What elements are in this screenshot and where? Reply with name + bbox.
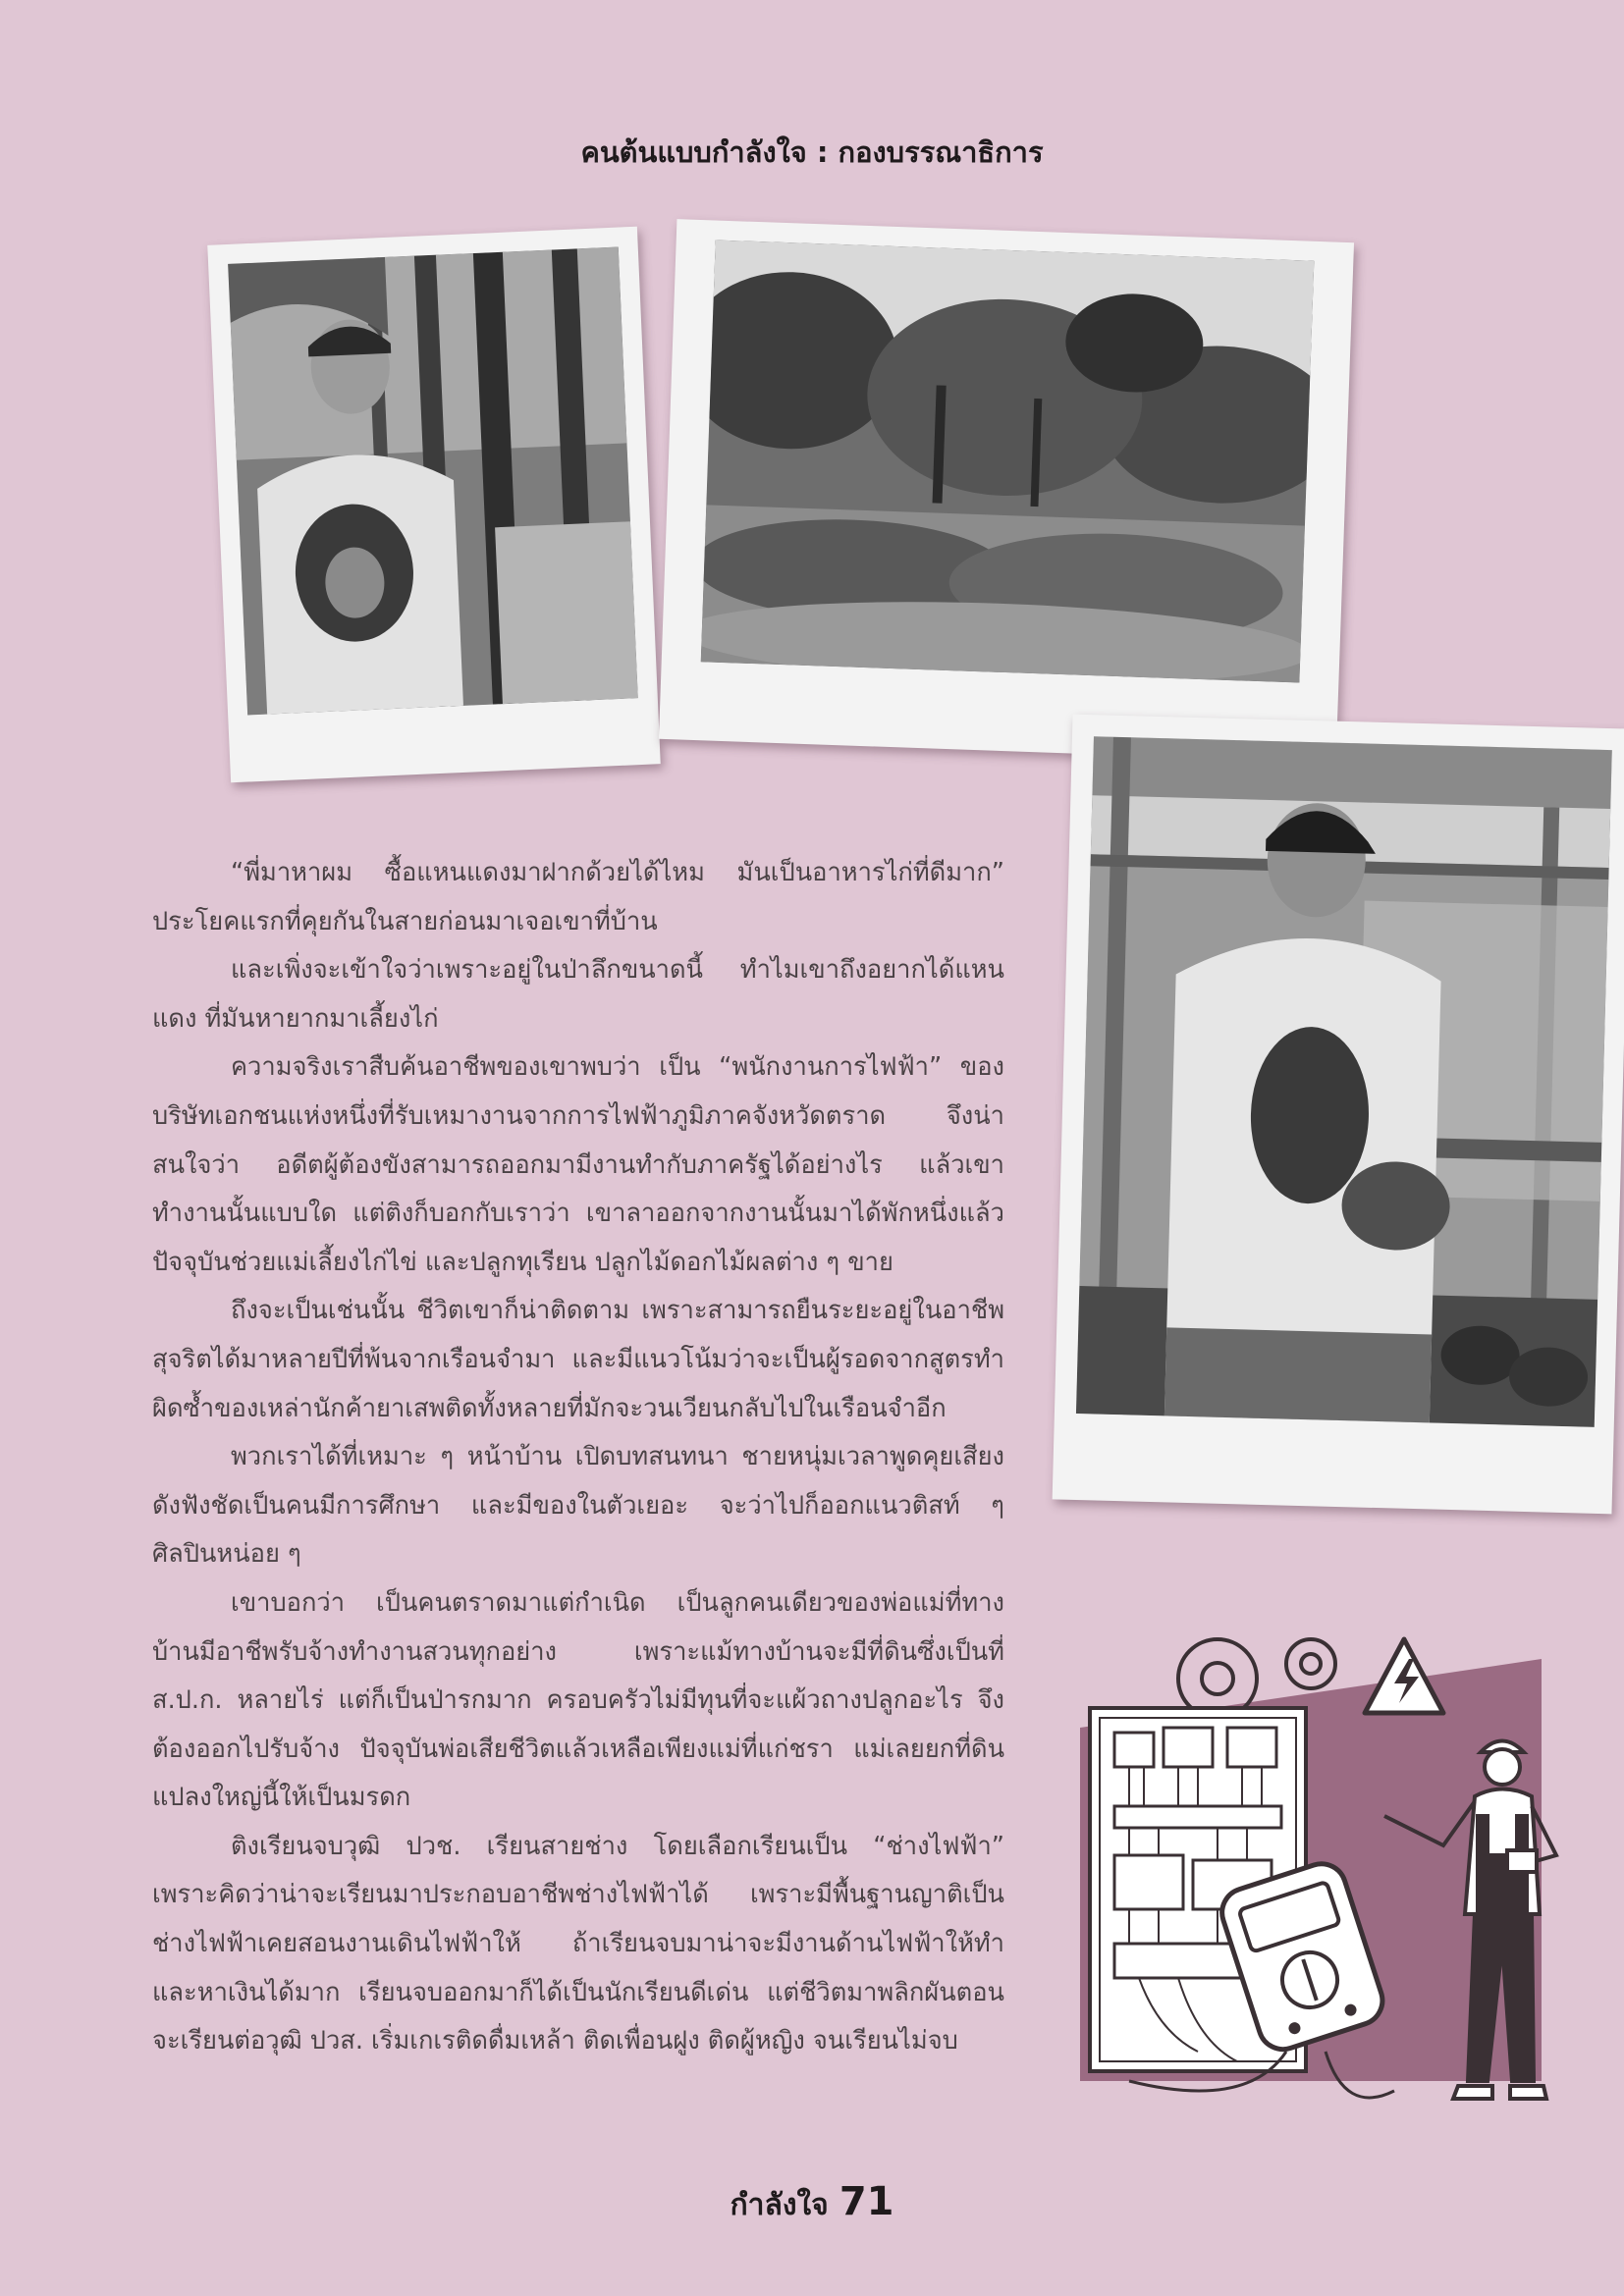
portrait-photo-icon — [228, 247, 638, 716]
article-paragraph: ถึงจะเป็นเช่นนั้น ชีวิตเขาก็น่าติดตาม เพราะสามารถยืนระยะอยู่ในอาชีพสุจริตได้มาหลายปีที่พ้นจากเรือนจำมา และมีแนวโน้มว่าจะเป็นผู้รอดจากสูตรทำผิดซ้ำของเหล่านักค้ายาเสพติดทั้งหลายที่มักจะวนเวียนกลับไปในเรือนจำอีก — [152, 1296, 1004, 1423]
photo-frame-garden — [659, 219, 1354, 763]
article-paragraph: เขาบอกว่า เป็นคนตราดมาแต่กำเนิด เป็นลูกคนเดียวของพ่อแม่ที่ทางบ้านมีอาชีพรับจ้างทำงานสวนทุกอย่าง เพราะแม้ทางบ้านจะมีที่ดินซึ่งเป็นที่ ส.ป.ก. หลายไร่ แต่ก็เป็นป่ารกมาก ครอบครัวไม่มีทุนที่จะแผ้วถางปลูกอะไร จึงต้องออกไปรับจ้าง ปัจจุบันพ่อเสียชีวิตแล้วเหลือเพียงแม่ที่แก่ชรา แม่เลยยกที่ดินแปลงใหญ่นี้ให้เป็นมรดก — [152, 1587, 1004, 1813]
article-paragraph: และเพิ่งจะเข้าใจว่าเพราะอยู่ในป่าลึกขนาดนี้ ทำไมเขาถึงอยากได้แหนแดง ที่มันหายากมาเลี้ยงไก่ — [152, 955, 1004, 1034]
page-footer — [0, 2179, 1624, 2228]
article-body — [152, 849, 1004, 2066]
article-paragraph: “พี่มาหาผม ซื้อแหนแดงมาฝากด้วยได้ไหม มันเป็นอาหารไก่ที่ดีมาก” ประโยคแรกที่คุยกันในสายก่อนมาเจอเขาที่บ้าน — [152, 858, 1004, 936]
page-header-title: คนต้นแบบกำลังใจ : กองบรรณาธิการ — [580, 135, 1044, 169]
magazine-name: กำลังใจ — [730, 2188, 829, 2222]
article-paragraph: พวกเราได้ที่เหมาะ ๆ หน้าบ้าน เปิดบทสนทนา ชายหนุ่มเวลาพูดคุยเสียงดังฟังชัดเป็นคนมีการศึกษา และมีของในตัวเยอะ จะว่าไปก็ออกแนวติสท์ ๆ ศิลปินหน่อย ๆ — [152, 1442, 1004, 1570]
article-paragraph: ความจริงเราสืบค้นอาชีพของเขาพบว่า เป็น “พนักงานการไฟฟ้า” ของบริษัทเอกชนแห่งหนึ่งที่รับเหมางานจากการไฟฟ้าภูมิภาคจังหวัดตราด จึงน่าสนใจว่า อดีตผู้ต้องขังสามารถออกมามีงานทำกับภาครัฐได้อย่างไร แล้วเขาทำงานนั้นแบบใด แต่ติงก็บอกกับเราว่า เขาลาออกจากงานนั้นมาได้พักหนึ่งแล้ว ปัจจุบันช่วยแม่เลี้ยงไก่ไข่ และปลูกทุเรียน ปลูกไม้ดอกไม้ผลต่าง ๆ ขาย — [152, 1052, 1004, 1277]
electrician-control-panel-illustration — [1070, 1620, 1600, 2130]
photo-frame-portrait — [207, 227, 660, 783]
chicken-coop-photo-icon — [1076, 736, 1612, 1427]
photo-frame-chicken-coop — [1053, 715, 1624, 1515]
article-paragraph: ติงเรียนจบวุฒิ ปวช. เรียนสายช่าง โดยเลือกเรียนเป็น “ช่างไฟฟ้า” เพราะคิดว่าน่าจะเรียนมาประกอบอาชีพช่างไฟฟ้าได้ เพราะมีพื้นฐานญาติเป็นช่างไฟฟ้าเคยสอนงานเดินไฟฟ้าให้ ถ้าเรียนจบมาน่าจะมีงานด้านไฟฟ้าให้ทำและหาเงินได้มาก เรียนจบออกมาก็ได้เป็นนักเรียนดีเด่น แต่ชีวิตมาพลิกผันตอนจะเรียนต่อวุฒิ ปวส. เริ่มเกเรติดดื่มเหล้า ติดเพื่อนฝูง ติดผู้หญิง จนเรียนไม่จบ — [152, 1831, 1004, 2056]
page-number: 71 — [839, 2179, 894, 2224]
garden-photo-icon — [701, 240, 1315, 683]
